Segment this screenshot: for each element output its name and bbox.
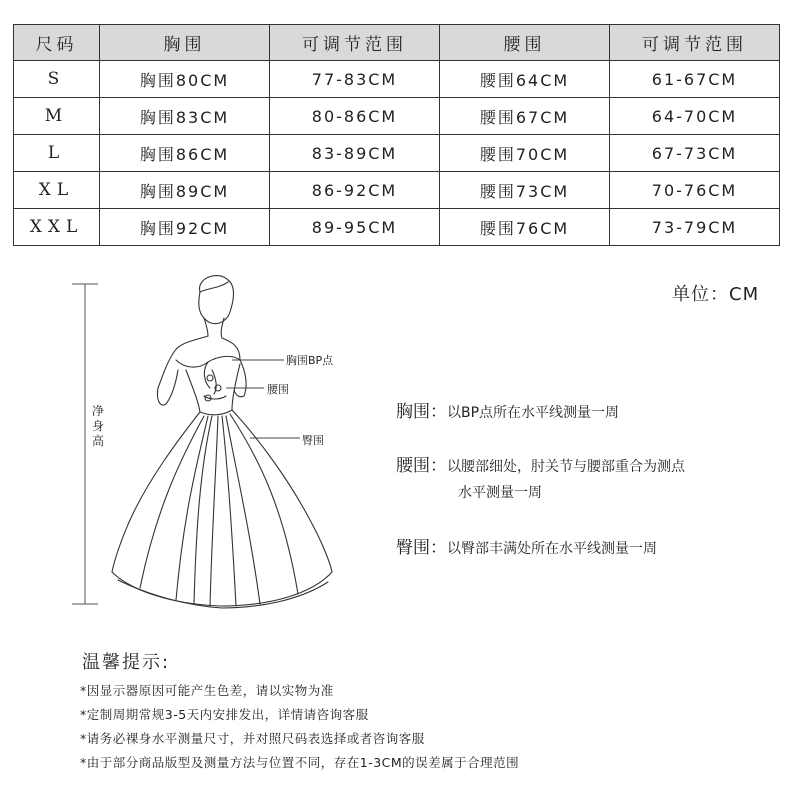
bust-cell: 胸围86CM bbox=[100, 135, 270, 172]
bust-range-cell: 83-89CM bbox=[270, 135, 440, 172]
waist-range-cell: 73-79CM bbox=[610, 209, 780, 246]
unit-label: 单位：CM bbox=[672, 284, 760, 305]
list-item: *由于部分商品版型及测量方法与位置不同，存在1-3CM的误差属于合理范围 bbox=[80, 755, 520, 770]
height-label: 净身高 bbox=[91, 404, 104, 448]
bust-cell: 胸围89CM bbox=[100, 172, 270, 209]
size-chart-table bbox=[13, 24, 780, 246]
table-row bbox=[14, 209, 780, 246]
waist-range-cell: 64-70CM bbox=[610, 98, 780, 135]
tips-list bbox=[80, 679, 519, 775]
bust-range-cell: 77-83CM bbox=[270, 61, 440, 98]
bust-range-cell: 89-95CM bbox=[270, 209, 440, 246]
header-waist: 腰围 bbox=[440, 25, 610, 61]
hip-note-label: 臀围： bbox=[396, 538, 447, 558]
bust-note-text: 以BP点所在水平线测量一周 bbox=[447, 405, 620, 421]
size-cell: S bbox=[14, 61, 100, 98]
waist-note-continuation: 水平测量一周 bbox=[458, 485, 542, 501]
bust-range-cell: 86-92CM bbox=[270, 172, 440, 209]
hip-measurement-note bbox=[396, 535, 657, 562]
waist-cell: 腰围67CM bbox=[440, 98, 610, 135]
size-cell: M bbox=[14, 98, 100, 135]
callout-hip: 臀围 bbox=[302, 434, 324, 447]
bust-cell: 胸围80CM bbox=[100, 61, 270, 98]
waist-measurement-note bbox=[396, 453, 685, 506]
table-row bbox=[14, 98, 780, 135]
waist-cell: 腰围73CM bbox=[440, 172, 610, 209]
table-row bbox=[14, 61, 780, 98]
callout-bust: 胸围BP点 bbox=[286, 354, 334, 367]
waist-cell: 腰围70CM bbox=[440, 135, 610, 172]
hip-note-text: 以臀部丰满处所在水平线测量一周 bbox=[447, 541, 657, 557]
waist-range-cell: 61-67CM bbox=[610, 61, 780, 98]
table-row bbox=[14, 172, 780, 209]
waist-note-text: 以腰部细处，肘关节与腰部重合为测点 bbox=[447, 459, 685, 475]
size-cell: L bbox=[14, 135, 100, 172]
bust-note-label: 胸围： bbox=[396, 402, 447, 422]
waist-note-label: 腰围： bbox=[396, 456, 447, 476]
waist-range-cell: 70-76CM bbox=[610, 172, 780, 209]
size-cell: XXL bbox=[14, 209, 100, 246]
bust-range-cell: 80-86CM bbox=[270, 98, 440, 135]
tips-title: 温馨提示: bbox=[82, 652, 171, 673]
size-cell: XL bbox=[14, 172, 100, 209]
bust-measurement-note bbox=[396, 399, 619, 426]
table-header-row bbox=[14, 25, 780, 61]
header-bust-range: 可调节范围 bbox=[270, 25, 440, 61]
table-row bbox=[14, 135, 780, 172]
bust-cell: 胸围92CM bbox=[100, 209, 270, 246]
callout-waist: 腰围 bbox=[267, 383, 289, 396]
waist-range-cell: 67-73CM bbox=[610, 135, 780, 172]
bust-cell: 胸围83CM bbox=[100, 98, 270, 135]
waist-cell: 腰围76CM bbox=[440, 209, 610, 246]
list-item: *因显示器原因可能产生色差，请以实物为准 bbox=[80, 683, 334, 698]
list-item: *定制周期常规3-5天内安排发出，详情请咨询客服 bbox=[80, 707, 369, 722]
header-bust: 胸围 bbox=[100, 25, 270, 61]
waist-cell: 腰围64CM bbox=[440, 61, 610, 98]
header-waist-range: 可调节范围 bbox=[610, 25, 780, 61]
list-item: *请务必裸身水平测量尺寸，并对照尺码表选择或者咨询客服 bbox=[80, 731, 425, 746]
header-size: 尺码 bbox=[14, 25, 100, 61]
